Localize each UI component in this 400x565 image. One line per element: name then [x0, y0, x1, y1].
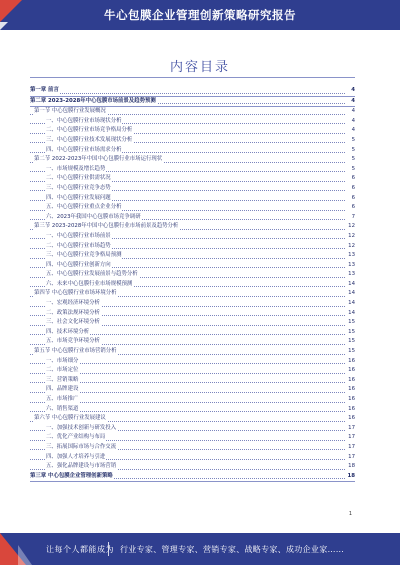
footer-separator	[108, 542, 109, 556]
toc-entry-page: 18	[345, 462, 355, 472]
toc-entry-label: 四、技术环境分析	[46, 328, 90, 338]
toc-entry-page: 17	[345, 443, 355, 453]
toc-entry[interactable]	[30, 424, 355, 434]
toc-entry-label: 四、中心包膜行业创新方向	[46, 261, 112, 271]
toc-entry[interactable]	[30, 165, 355, 175]
toc-entry-page: 12	[345, 222, 355, 232]
toc-entry[interactable]	[30, 299, 355, 309]
toc-entry[interactable]	[30, 222, 355, 232]
toc-entry[interactable]	[30, 472, 355, 482]
toc-entry-page: 4	[345, 86, 355, 96]
toc-entry-page: 4	[345, 117, 355, 127]
toc-entry[interactable]	[30, 289, 355, 299]
toc-entry[interactable]	[30, 213, 355, 223]
toc-entry-label: 一、中心包膜行业市场现状分析	[46, 117, 122, 127]
toc-entry-page: 15	[345, 318, 355, 328]
toc-entry[interactable]	[30, 280, 355, 290]
toc-entry-page: 14	[345, 309, 355, 319]
toc-entry-label: 三、中心包膜行业竞争态势	[46, 184, 112, 194]
toc-entry-label: 六、未来中心包膜行业市场规模预测	[46, 280, 133, 290]
toc-entry-label: 第二节 2022-2023年中国中心包膜行业市场运行现状	[34, 155, 163, 165]
toc-entry-page: 4	[345, 107, 355, 117]
toc-entry[interactable]	[30, 174, 355, 184]
toc-entry[interactable]	[30, 97, 355, 107]
toc-heading: 内容目录	[169, 60, 230, 75]
toc-entry[interactable]	[30, 347, 355, 357]
toc-entry-label: 五、中心包膜行业重点企业分析	[46, 203, 122, 213]
toc-entry[interactable]	[30, 376, 355, 386]
toc-entry[interactable]	[30, 107, 355, 117]
table-of-contents	[30, 86, 355, 482]
toc-entry-label: 一、市场细分	[46, 357, 79, 367]
toc-entry[interactable]	[30, 337, 355, 347]
footer-slogan-right: 行业专家、管理专家、营销专家、战略专家、成功企业家……	[120, 545, 345, 554]
toc-entry-page: 18	[345, 472, 355, 482]
toc-entry-page: 4	[345, 97, 355, 107]
toc-entry[interactable]	[30, 86, 355, 96]
toc-entry-label: 一、中心包膜行业市场前景	[46, 232, 112, 242]
toc-entry-page: 16	[345, 405, 355, 415]
footer-slogan-left: 让每个人都能成为	[46, 545, 114, 554]
toc-entry-page: 6	[345, 203, 355, 213]
toc-entry-label: 四、中心包膜行业市场需求分析	[46, 146, 122, 156]
toc-entry-label: 五、市场推广	[46, 395, 79, 405]
toc-entry-label: 第五节 中心包膜行业市场营销分析	[34, 347, 118, 357]
toc-entry-label: 第一章 前言	[30, 86, 60, 96]
toc-entry-label: 三、社会文化环境分析	[46, 318, 101, 328]
toc-entry-label: 第六节 中心包膜行业发展建议	[34, 414, 107, 424]
toc-entry[interactable]	[30, 433, 355, 443]
toc-entry[interactable]	[30, 261, 355, 271]
toc-entry-label: 二、中心包膜行业供需状况	[46, 174, 112, 184]
toc-entry-page: 16	[345, 414, 355, 424]
toc-entry-page: 14	[345, 299, 355, 309]
toc-entry-label: 三、营销策略	[46, 376, 79, 386]
toc-entry-label: 六、销售渠道	[46, 405, 79, 415]
toc-entry-page: 17	[345, 453, 355, 463]
toc-entry[interactable]	[30, 328, 355, 338]
toc-entry-page: 15	[345, 328, 355, 338]
toc-entry[interactable]	[30, 366, 355, 376]
toc-entry-label: 二、市场定位	[46, 366, 79, 376]
toc-entry-label: 一、宏观经济环境分析	[46, 299, 101, 309]
toc-entry-label: 四、加强人才培养与引进	[46, 453, 106, 463]
toc-entry-label: 四、品牌建设	[46, 385, 79, 395]
document-title: 牛心包膜企业管理创新策略研究报告	[104, 8, 296, 22]
toc-entry-page: 16	[345, 357, 355, 367]
toc-entry-page: 5	[345, 155, 355, 165]
footer-corner-accent	[18, 545, 32, 565]
toc-entry[interactable]	[30, 117, 355, 127]
toc-entry-page: 13	[345, 251, 355, 261]
toc-entry-page: 16	[345, 376, 355, 386]
toc-entry-label: 第四节 中心包膜行业市场环境分析	[34, 289, 118, 299]
toc-entry-label: 二、中心包膜行业市场趋势	[46, 242, 112, 252]
toc-entry[interactable]	[30, 443, 355, 453]
toc-entry[interactable]	[30, 395, 355, 405]
page-number: 1	[348, 511, 352, 517]
toc-entry-page: 6	[345, 174, 355, 184]
toc-entry-page: 15	[345, 347, 355, 357]
toc-entry[interactable]	[30, 232, 355, 242]
toc-entry-page: 13	[345, 261, 355, 271]
toc-entry-label: 三、中心包膜行业技术发展现状分析	[46, 136, 133, 146]
footer-bar	[0, 533, 400, 565]
toc-entry-page: 5	[345, 136, 355, 146]
toc-entry-label: 三、中心包膜行业竞争格局预测	[46, 251, 122, 261]
toc-entry-page: 7	[345, 213, 355, 223]
toc-entry-label: 二、优化产业结构与布局	[46, 433, 106, 443]
toc-leader-dots	[30, 86, 345, 94]
toc-entry-page: 13	[345, 270, 355, 280]
toc-entry-label: 第三节 2023-2028年中国中心包膜行业市场前景及趋势分析	[34, 222, 179, 232]
toc-entry[interactable]	[30, 462, 355, 472]
toc-entry-page: 16	[345, 366, 355, 376]
toc-entry[interactable]	[30, 146, 355, 156]
toc-entry[interactable]	[30, 318, 355, 328]
toc-divider-top	[30, 77, 355, 78]
corner-decoration	[0, 0, 22, 22]
toc-entry-page: 5	[345, 165, 355, 175]
header-bar	[0, 0, 400, 30]
toc-entry-page: 17	[345, 433, 355, 443]
toc-entry-label: 第三章 中心包膜企业管理创新策略	[30, 472, 114, 482]
toc-entry-page: 14	[345, 280, 355, 290]
toc-entry-page: 6	[345, 194, 355, 204]
toc-entry-label: 第二章 2023-2028年中心包膜市场前景及趋势预测	[30, 97, 157, 107]
toc-entry[interactable]	[30, 251, 355, 261]
toc-entry[interactable]	[30, 184, 355, 194]
corner-accent	[0, 22, 8, 30]
toc-entry-label: 五、强化品牌建设与市场营销	[46, 462, 117, 472]
toc-entry-page: 5	[345, 146, 355, 156]
toc-entry-label: 五、中心包膜行业发展前景与趋势分析	[46, 270, 139, 280]
toc-entry[interactable]	[30, 309, 355, 319]
toc-entry-page: 4	[345, 126, 355, 136]
toc-entry[interactable]	[30, 155, 355, 165]
toc-entry-label: 一、加强技术创新与研发投入	[46, 424, 117, 434]
toc-entry[interactable]	[30, 126, 355, 136]
toc-entry-page: 17	[345, 424, 355, 434]
toc-entry[interactable]	[30, 357, 355, 367]
toc-entry-label: 五、市场竞争环境分析	[46, 337, 101, 347]
toc-entry-label: 二、中心包膜行业市场竞争格局分析	[46, 126, 133, 136]
toc-entry[interactable]	[30, 136, 355, 146]
toc-entry-page: 12	[345, 242, 355, 252]
toc-entry[interactable]	[30, 242, 355, 252]
toc-entry-page: 12	[345, 232, 355, 242]
toc-entry-label: 一、市场规模及增长趋势	[46, 165, 106, 175]
toc-entry[interactable]	[30, 270, 355, 280]
toc-entry-label: 二、政策法规环境分析	[46, 309, 101, 319]
toc-entry-page: 16	[345, 395, 355, 405]
toc-entry[interactable]	[30, 194, 355, 204]
toc-chapter-divider	[30, 481, 355, 482]
toc-entry-label: 六、2023年我国中心包膜市场竞争调研	[46, 213, 142, 223]
toc-entry-page: 6	[345, 184, 355, 194]
toc-entry-page: 15	[345, 337, 355, 347]
toc-entry-label: 三、拓展国际市场与合作交流	[46, 443, 117, 453]
toc-entry[interactable]	[30, 405, 355, 415]
toc-entry-label: 四、中心包膜行业发展问题	[46, 194, 112, 204]
toc-entry-label: 第一节 中心包膜行业发展概况	[34, 107, 107, 117]
toc-entry[interactable]	[30, 453, 355, 463]
toc-entry-page: 16	[345, 385, 355, 395]
toc-entry[interactable]	[30, 414, 355, 424]
toc-entry[interactable]	[30, 385, 355, 395]
toc-entry[interactable]	[30, 203, 355, 213]
toc-entry-page: 14	[345, 289, 355, 299]
